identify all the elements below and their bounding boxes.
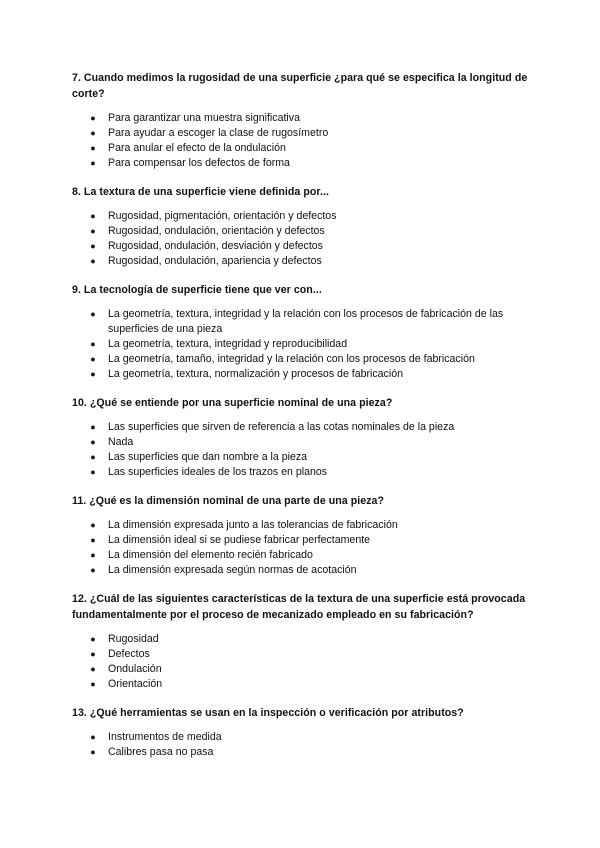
bullet-icon: ●	[90, 211, 96, 221]
bullet-icon: ●	[90, 437, 96, 447]
bullet-icon: ●	[90, 369, 96, 379]
answer-list	[72, 518, 532, 578]
answer-option	[90, 662, 532, 677]
answer-option	[90, 435, 532, 450]
answer-option	[90, 450, 532, 465]
question-title: 7. Cuando medimos la rugosidad de una superficie ¿para qué se especifica la longitud de corte?	[72, 72, 528, 100]
bullet-icon: ●	[90, 241, 96, 251]
bullet-icon: ●	[90, 732, 96, 742]
answer-option	[90, 156, 532, 171]
bullet-icon: ●	[90, 226, 96, 236]
bullet-icon: ●	[90, 113, 96, 123]
answer-text: Para anular el efecto de la ondulación	[108, 142, 286, 154]
answer-option	[90, 367, 532, 382]
question-8	[72, 184, 532, 269]
bullet-icon: ●	[90, 309, 96, 319]
answer-text: Rugosidad, ondulación, desviación y defectos	[108, 240, 323, 252]
answer-option	[90, 677, 532, 692]
answer-text: La dimensión expresada junto a las tolerancias de fabricación	[108, 519, 398, 531]
answer-text: Rugosidad, ondulación, apariencia y defectos	[108, 255, 322, 267]
answer-text: Para ayudar a escoger la clase de rugosímetro	[108, 127, 329, 139]
bullet-icon: ●	[90, 128, 96, 138]
bullet-icon: ●	[90, 550, 96, 560]
answer-option	[90, 647, 532, 662]
bullet-icon: ●	[90, 535, 96, 545]
answer-option	[90, 254, 532, 269]
answer-text: La geometría, textura, integridad y la relación con los procesos de fabricación de las superficies de una pieza	[108, 308, 504, 335]
bullet-icon: ●	[90, 649, 96, 659]
answer-option	[90, 632, 532, 647]
answer-text: Rugosidad	[108, 633, 159, 645]
answer-text: La geometría, tamaño, integridad y la relación con los procesos de fabricación	[108, 353, 475, 365]
answer-text: La dimensión expresada según normas de acotación	[108, 564, 357, 576]
question-title: 11. ¿Qué es la dimensión nominal de una parte de una pieza?	[72, 495, 385, 507]
answer-list	[72, 307, 532, 382]
question-title: 8. La textura de una superficie viene definida por...	[72, 186, 329, 198]
answer-text: Las superficies ideales de los trazos en planos	[108, 466, 328, 478]
answer-text: Para garantizar una muestra significativa	[108, 112, 300, 124]
question-title: 10. ¿Qué se entiende por una superficie nominal de una pieza?	[72, 397, 393, 409]
answer-text: Calibres pasa no pasa	[108, 746, 214, 758]
answer-option	[90, 745, 532, 760]
bullet-icon: ●	[90, 520, 96, 530]
answer-text: La dimensión del elemento recién fabricado	[108, 549, 313, 561]
bullet-icon: ●	[90, 565, 96, 575]
answer-option	[90, 518, 532, 533]
answer-text: Las superficies que sirven de referencia a las cotas nominales de la pieza	[108, 421, 455, 433]
answer-text: Ondulación	[108, 663, 162, 675]
answer-option	[90, 239, 532, 254]
question-12	[72, 591, 532, 692]
answer-option	[90, 730, 532, 745]
answer-option	[90, 337, 532, 352]
answer-text: La dimensión ideal si se pudiese fabricar perfectamente	[108, 534, 371, 546]
bullet-icon: ●	[90, 143, 96, 153]
bullet-icon: ●	[90, 422, 96, 432]
question-list	[72, 70, 532, 773]
answer-option	[90, 126, 532, 141]
answer-text: Nada	[108, 436, 134, 448]
answer-text: Instrumentos de medida	[108, 731, 222, 743]
bullet-icon: ●	[90, 467, 96, 477]
answer-text: Para compensar los defectos de forma	[108, 157, 290, 169]
question-title: 13. ¿Qué herramientas se usan en la inspección o verificación por atributos?	[72, 707, 464, 719]
answer-list	[72, 420, 532, 480]
question-title: 9. La tecnología de superficie tiene que ver con...	[72, 284, 322, 296]
bullet-icon: ●	[90, 634, 96, 644]
bullet-icon: ●	[90, 679, 96, 689]
bullet-icon: ●	[90, 452, 96, 462]
answer-text: La geometría, textura, integridad y reproducibilidad	[108, 338, 348, 350]
question-7	[72, 70, 532, 171]
answer-option	[90, 548, 532, 563]
answer-list	[72, 111, 532, 171]
answer-option	[90, 307, 532, 337]
bullet-icon: ●	[90, 158, 96, 168]
question-13	[72, 705, 532, 760]
question-10	[72, 395, 532, 480]
answer-option	[90, 465, 532, 480]
answer-option	[90, 563, 532, 578]
bullet-icon: ●	[90, 354, 96, 364]
answer-option	[90, 420, 532, 435]
question-9	[72, 282, 532, 382]
bullet-icon: ●	[90, 664, 96, 674]
answer-option	[90, 111, 532, 126]
answer-option	[90, 224, 532, 239]
bullet-icon: ●	[90, 747, 96, 757]
question-11	[72, 493, 532, 578]
answer-text: Defectos	[108, 648, 150, 660]
answer-list	[72, 209, 532, 269]
answer-list	[72, 730, 532, 760]
answer-list	[72, 632, 532, 692]
bullet-icon: ●	[90, 256, 96, 266]
answer-text: Rugosidad, ondulación, orientación y defectos	[108, 225, 325, 237]
answer-text: Orientación	[108, 678, 163, 690]
answer-text: Las superficies que dan nombre a la pieza	[108, 451, 308, 463]
answer-text: Rugosidad, pigmentación, orientación y defectos	[108, 210, 337, 222]
answer-option	[90, 533, 532, 548]
bullet-icon: ●	[90, 339, 96, 349]
answer-option	[90, 141, 532, 156]
question-title: 12. ¿Cuál de las siguientes características de la textura de una superficie está provocada fundamentalmente por el proceso de mecanizado empleado en su fabricación?	[72, 593, 526, 621]
answer-option	[90, 209, 532, 224]
answer-text: La geometría, textura, normalización y procesos de fabricación	[108, 368, 404, 380]
answer-option	[90, 352, 532, 367]
